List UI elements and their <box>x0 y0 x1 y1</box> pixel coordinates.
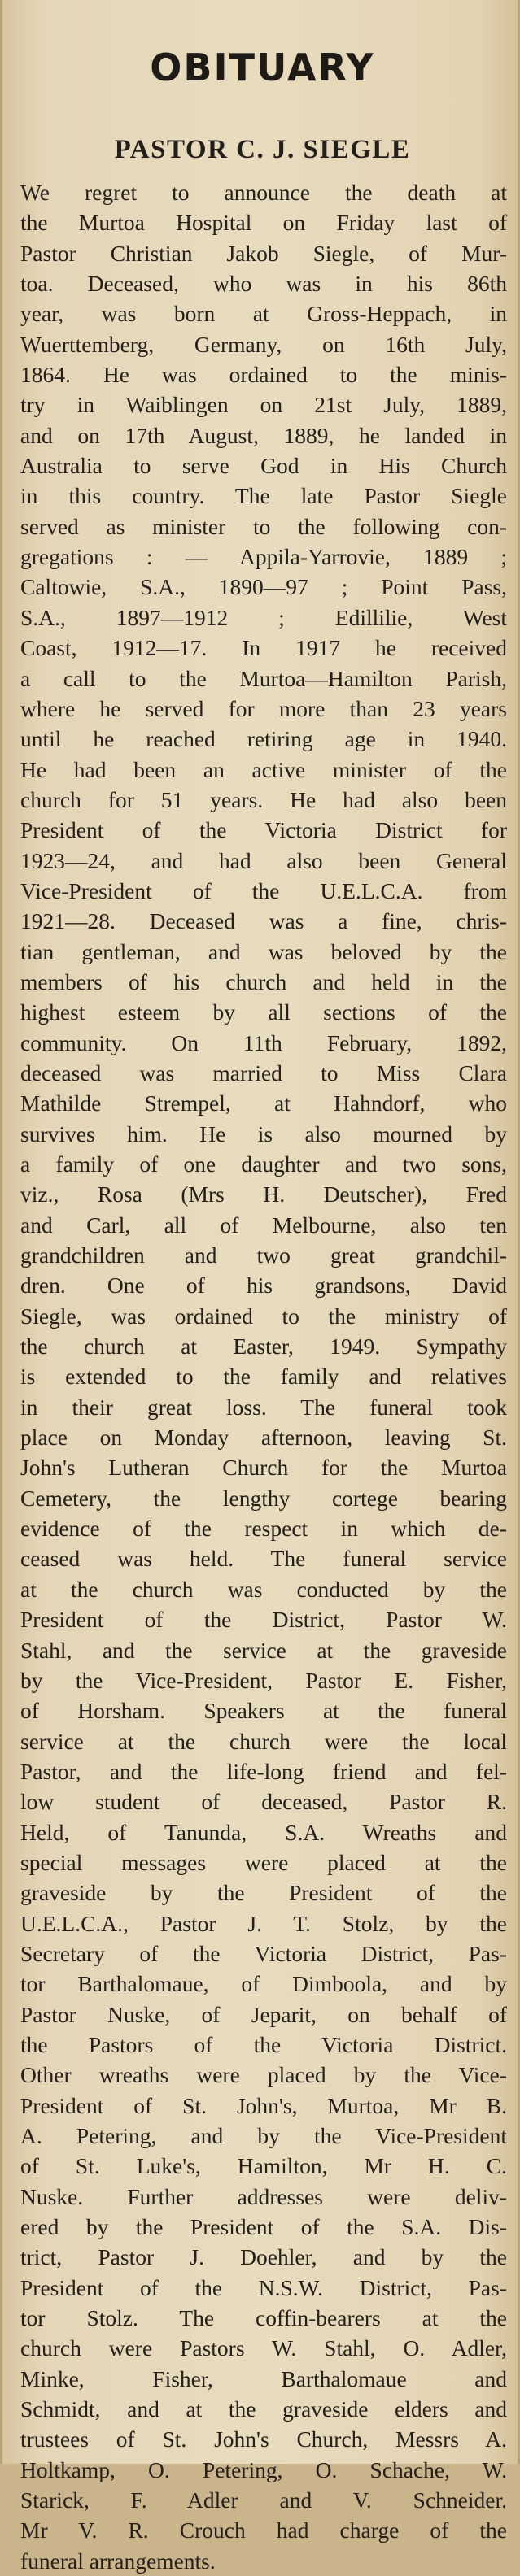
text-line: survives him. He is also mourned by <box>20 1120 507 1147</box>
text-line: 1864. He was ordained to the minis- <box>20 362 507 388</box>
text-line: grandchildren and two great grandchil- <box>20 1242 507 1268</box>
text-line: Coast, 1912—17. In 1917 he received <box>20 635 507 661</box>
text-line: try in Waiblingen on 21st July, 1889, <box>20 392 507 418</box>
obituary-body <box>20 177 507 2576</box>
text-line: A. Petering, and by the Vice-President <box>20 2123 507 2148</box>
text-line: Secretary of the Victoria District, Pas- <box>20 1940 507 1966</box>
text-line: toa. Deceased, who was in his 86th <box>20 271 507 297</box>
text-line: President of the District, Pastor W. <box>20 1607 507 1633</box>
text-line: Minke, Fisher, Barthalomaue and <box>20 2365 507 2391</box>
text-line: members of his church and held in the <box>20 968 507 994</box>
text-line: Cemetery, the lengthy cortege bearing <box>20 1485 507 1511</box>
text-line: President of the Victoria District for <box>20 817 507 843</box>
text-line: church were Pastors W. Stahl, O. Adler, <box>20 2335 507 2361</box>
text-line: Mr V. R. Crouch had charge of the <box>20 2517 507 2543</box>
text-line: John's Lutheran Church for the Murtoa <box>20 1455 507 1481</box>
text-line: where he served for more than 23 years <box>20 695 507 721</box>
text-line: trustees of St. John's Church, Messrs A. <box>20 2426 507 2452</box>
text-line: evidence of the respect in which de- <box>20 1516 507 1542</box>
text-line: U.E.L.C.A., Pastor J. T. Stolz, by the <box>20 1910 507 1936</box>
text-line: Vice-President of the U.E.L.C.A. from <box>20 877 507 903</box>
text-line: the Murtoa Hospital on Friday last of <box>20 210 507 236</box>
obituary-heading: OBITUARY <box>150 46 375 89</box>
text-line: 1923—24, and had also been General <box>20 847 507 873</box>
text-line: special messages were placed at the <box>20 1849 507 1875</box>
text-line: funeral arrangements. <box>20 2548 216 2574</box>
text-line: Australia to serve God in His Church <box>20 453 507 479</box>
text-line: Holtkamp, O. Petering, O. Schache, W. <box>20 2456 507 2482</box>
text-line: is extended to the family and relatives <box>20 1364 507 1390</box>
text-line: Starick, F. Adler and V. Schneider. <box>20 2487 507 2513</box>
text-line: by the Vice-President, Pastor E. Fisher, <box>20 1667 507 1693</box>
text-line: the church at Easter, 1949. Sympathy <box>20 1334 507 1360</box>
text-line: until he reached retiring age in 1940. <box>20 726 507 752</box>
text-line: tian gentleman, and was beloved by the <box>20 938 507 964</box>
text-line: ceased was held. The funeral service <box>20 1546 507 1572</box>
text-line: service at the church were the local <box>20 1728 507 1754</box>
text-line: Other wreaths were placed by the Vice- <box>20 2062 507 2088</box>
text-line: Held, of Tanunda, S.A. Wreaths and <box>20 1819 507 1845</box>
text-line: ered by the President of the S.A. Dis- <box>20 2214 507 2240</box>
text-line: highest esteem by all sections of the <box>20 999 507 1025</box>
text-line: and on 17th August, 1889, he landed in <box>20 422 507 448</box>
text-line: a call to the Murtoa—Hamilton Parish, <box>20 665 507 691</box>
text-line: deceased was married to Miss Clara <box>20 1060 507 1086</box>
text-line: He had been an active minister of the <box>20 756 507 782</box>
text-line: of St. Luke's, Hamilton, Mr H. C. <box>20 2153 507 2179</box>
text-line: Pastor Christian Jakob Siegle, of Mur- <box>20 240 507 266</box>
text-line: trict, Pastor J. Doehler, and by the <box>20 2244 507 2270</box>
text-line: tor Stolz. The coffin-bearers at the <box>20 2305 507 2331</box>
text-line: Caltowie, S.A., 1890—97 ; Point Pass, <box>20 574 507 600</box>
text-line: at the church was conducted by the <box>20 1576 507 1602</box>
text-line: of Horsham. Speakers at the funeral <box>20 1698 507 1724</box>
text-line: Wuerttemberg, Germany, on 16th July, <box>20 331 507 357</box>
text-line: viz., Rosa (Mrs H. Deutscher), Fred <box>20 1181 507 1208</box>
text-line: tor Barthalomaue, of Dimboola, and by <box>20 1971 507 1997</box>
text-line: We regret to announce the death at <box>20 180 507 205</box>
text-line: President of the N.S.W. District, Pas- <box>20 2274 507 2300</box>
text-line: S.A., 1897—1912 ; Edillilie, West <box>20 604 507 630</box>
text-line: Siegle, was ordained to the ministry of <box>20 1303 507 1329</box>
text-line: and Carl, all of Melbourne, also ten <box>20 1212 507 1238</box>
text-line: dren. One of his grandsons, David <box>20 1273 507 1299</box>
text-line: in this country. The late Pastor Siegle <box>20 483 507 509</box>
text-line: the Pastors of the Victoria District. <box>20 2031 507 2057</box>
obituary-subheading: PASTOR C. J. SIEGLE <box>114 135 411 164</box>
text-line: community. On 11th February, 1892, <box>20 1029 507 1055</box>
text-line: gregations : — Appila-Yarrovie, 1889 ; <box>20 544 507 570</box>
text-line: a family of one daughter and two sons, <box>20 1151 507 1177</box>
text-line: graveside by the President of the <box>20 1880 507 1906</box>
text-line: year, was born at Gross-Heppach, in <box>20 301 507 327</box>
text-line: Stahl, and the service at the graveside <box>20 1637 507 1663</box>
text-line: Mathilde Strempel, at Hahndorf, who <box>20 1090 507 1116</box>
text-line: Pastor, and the life-long friend and fel- <box>20 1758 507 1784</box>
text-line: Pastor Nuske, of Jeparit, on behalf of <box>20 2001 507 2027</box>
text-line: low student of deceased, Pastor R. <box>20 1789 507 1815</box>
text-line: Schmidt, and at the graveside elders and <box>20 2396 507 2422</box>
text-line: served as minister to the following con- <box>20 513 507 539</box>
text-line: 1921—28. Deceased was a fine, chris- <box>20 908 507 934</box>
text-line: church for 51 years. He had also been <box>20 786 507 812</box>
text-line: place on Monday afternoon, leaving St. <box>20 1425 507 1451</box>
text-line: President of St. John's, Murtoa, Mr B. <box>20 2092 507 2118</box>
text-line: in their great loss. The funeral took <box>20 1394 507 1420</box>
text-line: Nuske. Further addresses were deliv- <box>20 2183 507 2209</box>
